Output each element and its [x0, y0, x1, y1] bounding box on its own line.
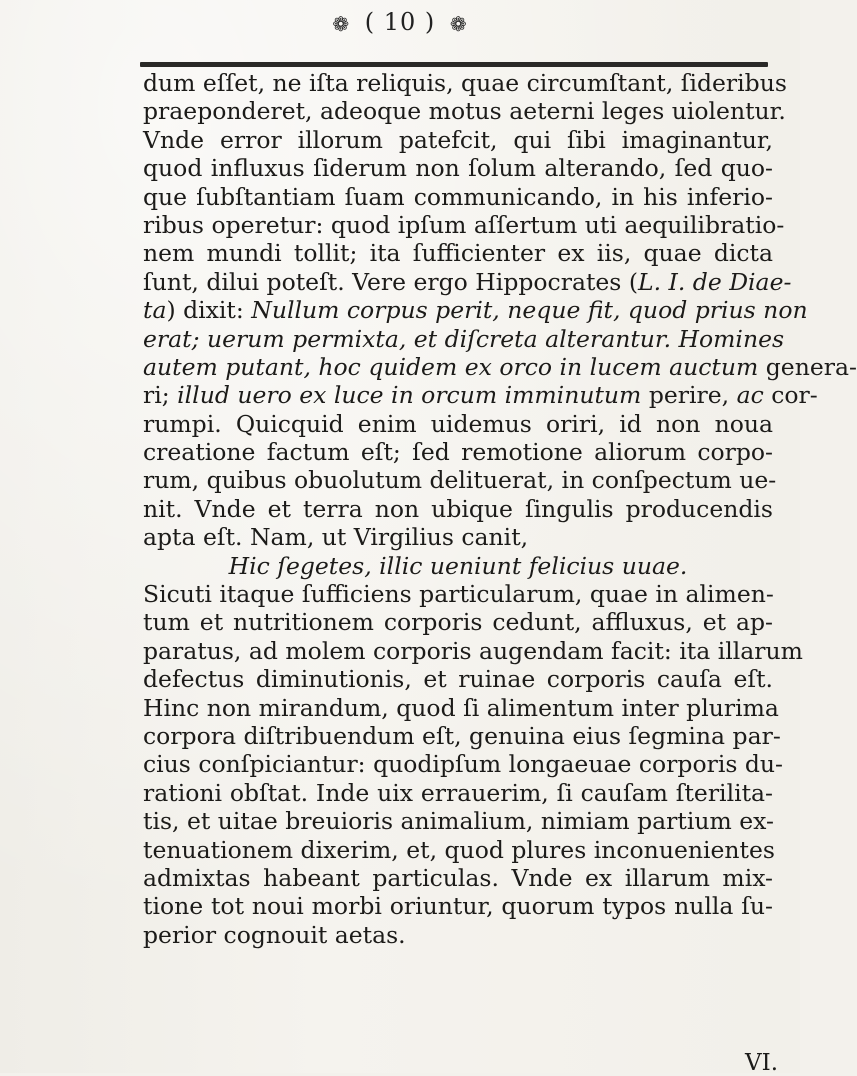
- text-line: [143, 893, 773, 920]
- text-line: [143, 837, 773, 864]
- text-run: admixtas habeant particulas. Vnde ex illarum mix-: [143, 863, 773, 892]
- text-run: ) dixit:: [166, 296, 252, 325]
- italic-text: ta: [143, 296, 167, 325]
- text-run: apta eſt. Nam, ut Virgilius canit,: [143, 523, 529, 552]
- text-line: [143, 97, 786, 126]
- text-line: [143, 324, 785, 353]
- text-line: [143, 721, 781, 750]
- text-run: praeponderet, adeoque motus aeterni leges uiolentur.: [143, 97, 786, 126]
- text-line: [143, 155, 773, 182]
- text-run: rumpi. Quicquid enim uidemus oriri, id non noua: [143, 409, 773, 438]
- italic-text: Nullum corpus perit, neque fit, quod prius non: [251, 296, 808, 325]
- text-run: que ſubſtantiam ſuam communicando, in his inferio-: [143, 182, 773, 211]
- text-run: genera-: [758, 352, 857, 381]
- text-line: [143, 922, 773, 949]
- flower-ornament-icon: ❁: [332, 11, 351, 36]
- text-line: [143, 581, 773, 608]
- text-line: [143, 267, 792, 296]
- italic-text: illud uero ex luce in orcum imminutum: [177, 381, 642, 410]
- text-run: cor-: [763, 381, 818, 410]
- italic-text: L. I. de Diae-: [638, 267, 792, 296]
- text-run: nem mundi tollit; ita ſufficienter ex iis, quae dicta: [143, 239, 773, 268]
- text-line: [143, 439, 773, 466]
- text-line: [143, 609, 773, 636]
- italic-text: ac: [736, 381, 764, 410]
- text-line: [143, 865, 773, 892]
- text-run: Vnde error illorum patefcit, qui ſibi imaginantur,: [143, 125, 773, 154]
- text-run: tis, et uitae breuioris animalium, nimiam partium ex-: [143, 807, 774, 836]
- page-number: ( 10 ): [364, 8, 436, 36]
- italic-text: erat; uerum permixta, et diſcreta alterantur. Homines: [143, 324, 785, 353]
- text-line: [143, 381, 818, 410]
- text-line: [143, 210, 785, 239]
- text-line: [143, 240, 773, 267]
- text-run: perire,: [641, 381, 737, 410]
- text-line: [143, 666, 773, 693]
- text-run: ſunt, dilui poteſt. Vere ergo Hippocrates (: [143, 267, 639, 296]
- text-run: paratus, ad molem corporis augendam facit: ita illarum: [143, 636, 803, 665]
- text-line: [143, 411, 773, 438]
- text-run: rum, quibus obuolutum delituerat, in conſpectum ue-: [143, 466, 777, 495]
- text-line: [143, 636, 803, 665]
- text-line: [143, 524, 773, 551]
- text-run: cius conſpiciantur: quodipſum longaeuae corporis du-: [143, 750, 783, 779]
- text-run: dum eſſet, ne iſta reliquis, quae circumſtant, ſideribus: [143, 69, 787, 97]
- body-text: [143, 69, 857, 950]
- text-run: perior cognouit aetas.: [143, 920, 406, 949]
- italic-text: autem putant, hoc quidem ex orco in lucem auctum: [143, 352, 759, 381]
- text-line: [143, 496, 773, 523]
- text-line: [143, 466, 777, 495]
- text-line: [143, 127, 773, 154]
- text-run: quod influxus ſiderum non ſolum alterando, ſed quo-: [143, 154, 773, 183]
- page-header: [0, 8, 800, 36]
- header-rule: [140, 62, 768, 67]
- italic-text: Hic ſegetes, illic ueniunt felicius uuae.: [228, 551, 688, 580]
- text-run: nit. Vnde et terra non ubique ſingulis producendis: [143, 494, 773, 523]
- text-run: ribus operetur: quod ipſum aſſertum uti aequilibratio-: [143, 210, 785, 239]
- text-run: tenuationem dixerim, et, quod plures inconuenientes: [143, 835, 775, 864]
- text-line: [143, 693, 779, 722]
- catchword: VI.: [745, 1050, 779, 1076]
- text-run: ri;: [143, 381, 178, 410]
- text-run: Sicuti itaque ſufficiens particularum, quae in alimen-: [143, 580, 774, 609]
- flower-ornament-icon: ❁: [449, 11, 468, 36]
- text-run: defectus diminutionis, et ruinae corporis cauſa eſt.: [143, 665, 773, 694]
- text-line: [143, 69, 787, 97]
- text-line: [143, 184, 773, 211]
- text-line: [143, 352, 857, 381]
- text-line: [143, 553, 773, 580]
- text-run: corpora diſtribuendum eſt, genuina eius ſegmina par-: [143, 721, 781, 750]
- text-line: [143, 750, 783, 779]
- text-run: rationi obſtat. Inde uix errauerim, ſi cauſam ſterilita-: [143, 778, 773, 807]
- text-run: creatione factum eſt; ſed remotione aliorum corpo-: [143, 438, 773, 467]
- text-run: Hinc non mirandum, quod ſi alimentum inter plurima: [143, 693, 779, 722]
- text-line: [143, 780, 773, 807]
- text-line: [143, 296, 808, 325]
- text-run: tum et nutritionem corporis cedunt, affluxus, et ap-: [143, 608, 773, 637]
- text-line: [143, 808, 773, 835]
- text-run: tione tot noui morbi oriuntur, quorum typos nulla ſu-: [143, 892, 773, 921]
